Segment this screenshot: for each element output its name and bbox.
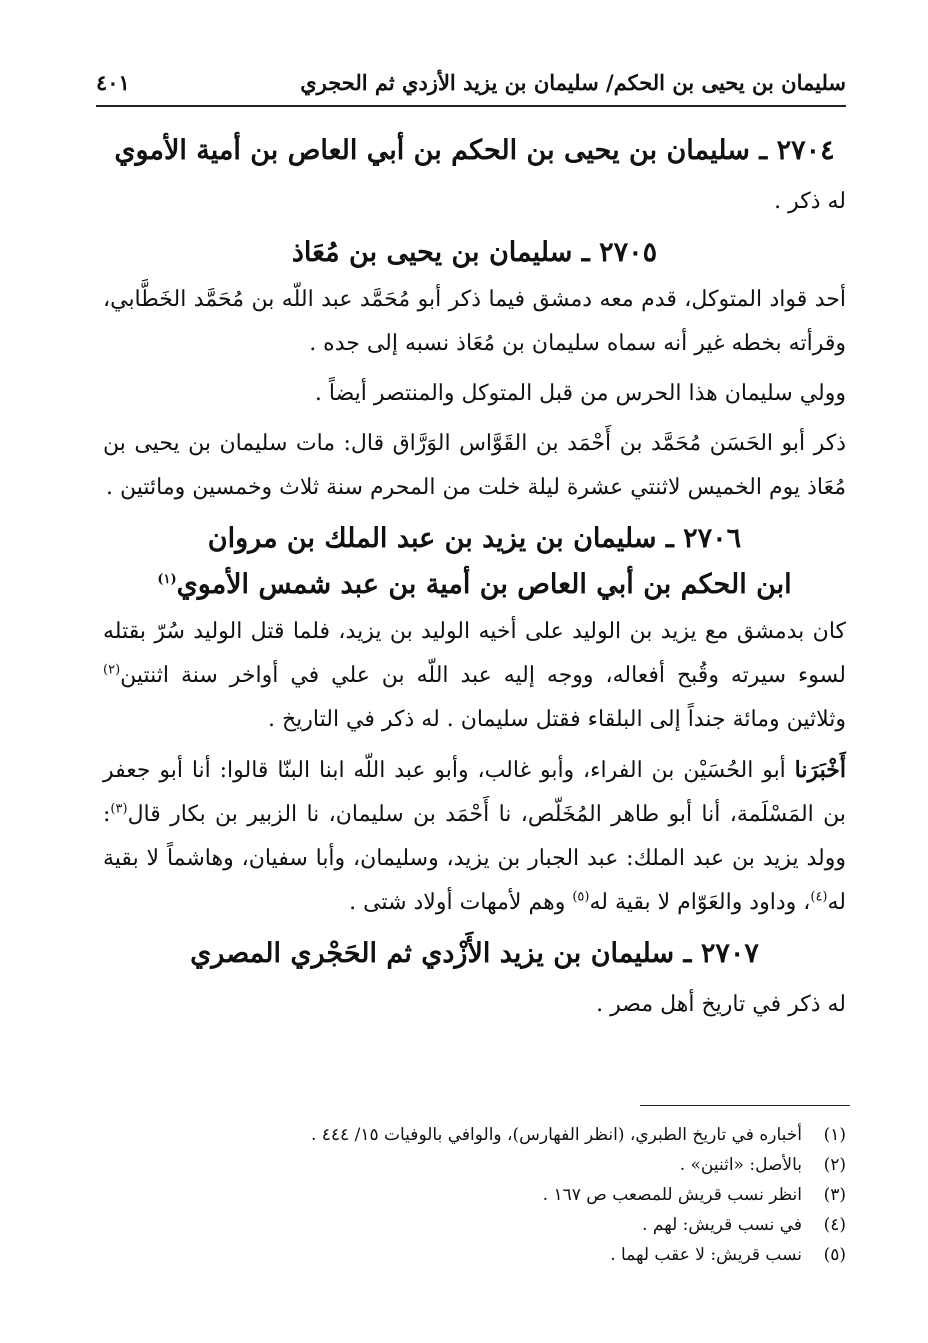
- footnote-ref-3: (٣): [110, 801, 128, 817]
- footnote-ref-2: (٢): [103, 662, 121, 678]
- footnote-2: [103, 1150, 846, 1180]
- footnotes: [103, 1120, 846, 1270]
- footnote-text: انظر نسب قريش للمصعب ص ١٦٧ .: [542, 1185, 802, 1205]
- entry-2705-paragraph-1: أحد قواد المتوكل، قدم معه دمشق فيما ذكر أبو مُحَمَّد عبد اللّه بن مُحَمَّد الخَطَّابي، وقرأته بخطه غير أنه سماه سليمان بن مُعَاذ نسبه إلى جده .: [103, 287, 846, 356]
- footnote-5: [103, 1240, 846, 1270]
- entry-2705-paragraph-2: وولي سليمان هذا الحرس من قبل المتوكل والمنتصر أيضاً .: [314, 381, 846, 406]
- entry-2705-paragraph-3: ذكر أبو الحَسَن مُحَمَّد بن أَحْمَد بن القَوَّاس الوَرَّاق قال: مات سليمان بن يحيى بن مُعَاذ يوم الخميس لاثنتي عشرة ليلة خلت من المحرم سنة ثلاث وخمسين ومائتين .: [103, 431, 846, 500]
- header-rule: [96, 105, 846, 107]
- entry-title-2707: ٢٧٠٧ ـ سليمان بن يزيد الأَزْدي ثم الحَجْري المصري: [190, 938, 759, 969]
- page-header: [96, 62, 846, 102]
- footnote-number: (٣): [823, 1185, 846, 1205]
- entry-2706-p2-part-b: : وولد يزيد بن عبد الملك: عبد الجبار بن يزيد، وسليمان، وأبا سفيان، وهاشماً لا بقية له: [103, 802, 846, 915]
- footnote-ref-5: (٥): [572, 889, 590, 905]
- entry-2706-paragraph-1: [103, 610, 846, 742]
- footnote-number: (٤): [823, 1215, 846, 1235]
- entry-title-2706-line-2: [103, 562, 846, 608]
- entry-title-2704: ٢٧٠٤ ـ سليمان بن يحيى بن الحكم بن أبي العاص بن أمية الأموي: [114, 135, 835, 166]
- entry-title-2705: ٢٧٠٥ ـ سليمان بن يحيى بن مُعَاذ: [291, 237, 658, 268]
- entry-2706-p2-part-d: وهم لأمهات أولاد شتى .: [349, 890, 573, 915]
- footnote-ref-4: (٤): [810, 889, 828, 905]
- footnote-number: (٥): [823, 1245, 846, 1265]
- footnote-text: أخباره في تاريخ الطبري، (انظر الفهارس)، والوافي بالوفيات ١٥/ ٤٤٤ .: [310, 1125, 802, 1145]
- footnote-number: (٢): [823, 1155, 846, 1175]
- entry-2706-p2-part-a: أبو الحُسَيْن بن الفراء، وأبو غالب، وأبو عبد اللّه ابنا البنّا قالوا: أنا أبو جعفر بن المَسْلَمة، أنا أبو طاهر المُخَلّص، نا أَحْمَد بن سليمان، نا الزبير بن بكار قال: [103, 758, 846, 827]
- footnote-ref-1: (١): [157, 572, 177, 587]
- footnote-4: [103, 1210, 846, 1240]
- footnote-text: في نسب قريش: لهم .: [642, 1215, 802, 1235]
- entry-2707-text: له ذكر في تاريخ أهل مصر .: [596, 992, 846, 1017]
- footnote-1: [103, 1120, 846, 1150]
- entry-2704-text: له ذكر .: [774, 189, 846, 214]
- footnote-text: نسب قريش: لا عقب لهما .: [610, 1245, 802, 1265]
- footnote-3: [103, 1180, 846, 1210]
- entry-2706-p2-part-c: ، وداود والعَوّام لا بقية له: [589, 890, 811, 915]
- running-title: سليمان بن يحيى بن الحكم/ سليمان بن يزيد الأزدي ثم الحجري: [300, 69, 846, 95]
- footnote-text: بالأصل: «اثنين» .: [679, 1155, 802, 1175]
- page-number: ٤٠١: [96, 69, 130, 95]
- entry-2706-p1-part-b: وثلاثين ومائة جنداً إلى البلقاء فقتل سليمان . له ذكر في التاريخ .: [267, 707, 846, 732]
- entry-2706-paragraph-2: [103, 748, 846, 925]
- isnad-lead-word: أَخْبَرَنا: [794, 757, 846, 783]
- entry-title-2706-text: ابن الحكم بن أبي العاص بن أمية بن عبد شمس الأموي: [176, 569, 792, 600]
- entry-2706-p1-part-a: كان بدمشق مع يزيد بن الوليد على أخيه الوليد بن يزيد، فلما قتل الوليد سُرّ بقتله لسوء سيرته وقُبح أفعاله، ووجه إليه عبد اللّه بن علي في أواخر سنة اثنتين: [103, 619, 846, 688]
- footnote-rule: [640, 1105, 850, 1106]
- footnote-number: (١): [823, 1125, 846, 1145]
- main-text: [103, 122, 846, 1033]
- entry-title-2706-line-1: ٢٧٠٦ ـ سليمان بن يزيد بن عبد الملك بن مروان: [207, 523, 742, 554]
